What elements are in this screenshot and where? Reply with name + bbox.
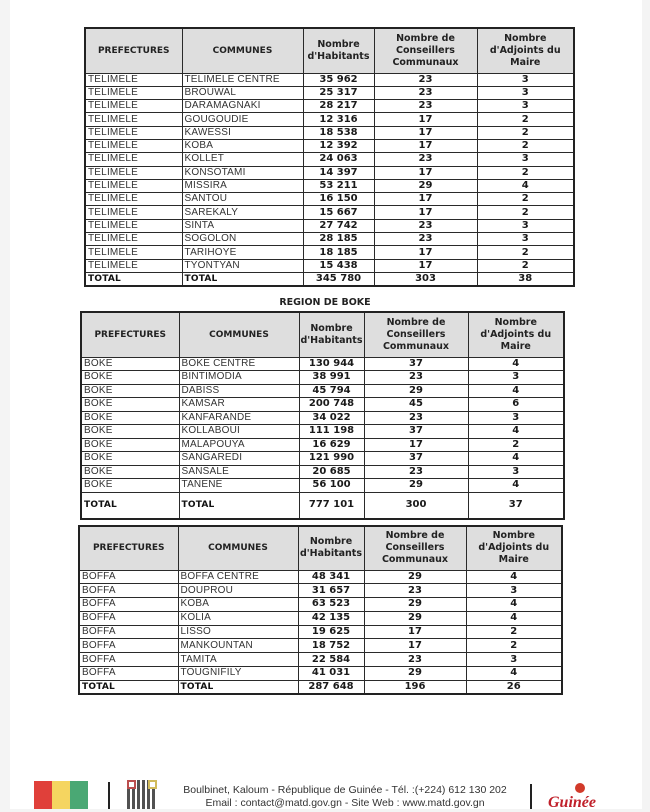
conseillers-cell: 37 [364, 452, 468, 466]
header-habitants: Nombre d'Habitants [303, 28, 374, 73]
prefecture-cell: TOTAL [79, 680, 178, 694]
table-row [81, 357, 564, 371]
commune-cell: MISSIRA [182, 179, 303, 192]
habitants-cell: 200 748 [299, 398, 364, 412]
habitants-cell: 28 217 [303, 100, 374, 113]
prefecture-cell: BOKE [81, 438, 179, 452]
prefecture-cell: TELIMELE [85, 219, 182, 232]
conseillers-cell: 23 [374, 73, 477, 86]
table-row [81, 398, 564, 412]
table-row [85, 126, 574, 139]
habitants-cell: 15 438 [303, 259, 374, 272]
header-prefectures: PREFECTURES [79, 526, 178, 570]
prefecture-cell: TELIMELE [85, 73, 182, 86]
prefecture-cell: TELIMELE [85, 206, 182, 219]
footer-divider [530, 784, 532, 809]
commune-cell: LISSO [178, 625, 298, 639]
conseillers-cell: 29 [364, 570, 466, 584]
habitants-cell: 28 185 [303, 233, 374, 246]
table-row [79, 611, 562, 625]
conseillers-cell: 23 [374, 233, 477, 246]
habitants-cell: 48 341 [298, 570, 364, 584]
adjoints-cell: 6 [468, 398, 564, 412]
commune-cell: KONSOTAMI [182, 166, 303, 179]
habitants-cell: 12 392 [303, 139, 374, 152]
habitants-cell: 34 022 [299, 411, 364, 425]
habitants-cell: 121 990 [299, 452, 364, 466]
commune-cell: KOLIA [178, 611, 298, 625]
prefecture-cell: TELIMELE [85, 113, 182, 126]
habitants-cell: 27 742 [303, 219, 374, 232]
adjoints-cell: 3 [466, 653, 562, 667]
prefecture-cell: BOFFA [79, 584, 178, 598]
commune-cell: KANFARANDE [179, 411, 299, 425]
adjoints-cell: 2 [477, 246, 574, 259]
conseillers-cell: 23 [364, 371, 468, 385]
prefecture-cell: BOKE [81, 411, 179, 425]
adjoints-cell: 2 [477, 113, 574, 126]
table-row [85, 179, 574, 192]
adjoints-cell: 2 [466, 625, 562, 639]
region-title-boke: REGION DE BOKE [279, 297, 371, 308]
adjoints-cell: 2 [477, 126, 574, 139]
table-row [79, 667, 562, 681]
flag-red-band [34, 781, 52, 809]
prefecture-cell: BOFFA [79, 570, 178, 584]
habitants-cell: 38 991 [299, 371, 364, 385]
prefecture-cell: TELIMELE [85, 166, 182, 179]
qr-code-icon [127, 780, 157, 809]
conseillers-cell: 17 [374, 166, 477, 179]
footer-email-website: Email : contact@matd.gov.gn - Site Web : www.matd.gov.gn [205, 797, 485, 809]
habitants-cell: 19 625 [298, 625, 364, 639]
header-prefectures: PREFECTURES [81, 312, 179, 357]
prefecture-cell: BOFFA [79, 611, 178, 625]
total-row [81, 492, 564, 519]
prefecture-cell: BOKE [81, 398, 179, 412]
conseillers-cell: 23 [364, 584, 466, 598]
adjoints-cell: 4 [477, 179, 574, 192]
header-prefectures: PREFECTURES [85, 28, 182, 73]
habitants-cell: 20 685 [299, 465, 364, 479]
adjoints-cell: 4 [466, 611, 562, 625]
commune-cell: BOKE CENTRE [179, 357, 299, 371]
conseillers-cell: 17 [374, 139, 477, 152]
footer-contact [170, 784, 520, 810]
commune-cell: KOLLABOUI [179, 425, 299, 439]
adjoints-cell: 4 [468, 479, 564, 493]
header-conseillers: Nombre de Conseillers Communaux [364, 526, 466, 570]
total-row [79, 680, 562, 694]
commune-cell: KOBA [178, 598, 298, 612]
adjoints-cell: 3 [468, 371, 564, 385]
commune-cell: SOGOLON [182, 233, 303, 246]
table-row [81, 425, 564, 439]
habitants-cell: 35 962 [303, 73, 374, 86]
commune-cell: TAMITA [178, 653, 298, 667]
flag-green-band [70, 781, 88, 809]
commune-cell: SANSALE [179, 465, 299, 479]
conseillers-cell: 29 [364, 611, 466, 625]
habitants-cell: 14 397 [303, 166, 374, 179]
prefecture-cell: TELIMELE [85, 86, 182, 99]
header-adjoints: Nombre d'Adjoints du Maire [477, 28, 574, 73]
habitants-cell: 53 211 [303, 179, 374, 192]
conseillers-cell: 303 [374, 272, 477, 286]
conseillers-cell: 17 [374, 246, 477, 259]
table-row [85, 219, 574, 232]
adjoints-cell: 3 [466, 584, 562, 598]
habitants-cell: 16 150 [303, 193, 374, 206]
adjoints-cell: 37 [468, 492, 564, 519]
commune-cell: SAREKALY [182, 206, 303, 219]
habitants-cell: 63 523 [298, 598, 364, 612]
adjoints-cell: 2 [477, 206, 574, 219]
adjoints-cell: 2 [477, 193, 574, 206]
table-row [81, 411, 564, 425]
habitants-cell: 41 031 [298, 667, 364, 681]
habitants-cell: 15 667 [303, 206, 374, 219]
prefecture-cell: TELIMELE [85, 233, 182, 246]
boffa-table [78, 525, 563, 695]
header-conseillers: Nombre de Conseillers Communaux [364, 312, 468, 357]
adjoints-cell: 2 [466, 639, 562, 653]
habitants-cell: 12 316 [303, 113, 374, 126]
footer-divider [108, 782, 110, 809]
adjoints-cell: 3 [477, 86, 574, 99]
table-row [79, 625, 562, 639]
adjoints-cell: 2 [477, 259, 574, 272]
prefecture-cell: TELIMELE [85, 126, 182, 139]
adjoints-cell: 3 [477, 219, 574, 232]
commune-cell: DABISS [179, 384, 299, 398]
table-row [79, 653, 562, 667]
habitants-cell: 287 648 [298, 680, 364, 694]
commune-cell: MANKOUNTAN [178, 639, 298, 653]
table-row [85, 166, 574, 179]
conseillers-cell: 23 [364, 411, 468, 425]
header-adjoints: Nombre d'Adjoints du Maire [466, 526, 562, 570]
commune-cell: SANGAREDI [179, 452, 299, 466]
adjoints-cell: 4 [466, 570, 562, 584]
adjoints-cell: 26 [466, 680, 562, 694]
table-row [79, 598, 562, 612]
prefecture-cell: TELIMELE [85, 259, 182, 272]
adjoints-cell: 4 [468, 357, 564, 371]
flag-yellow-band [52, 781, 70, 809]
conseillers-cell: 29 [364, 598, 466, 612]
table-row [79, 639, 562, 653]
prefecture-cell: BOKE [81, 357, 179, 371]
conseillers-cell: 300 [364, 492, 468, 519]
commune-cell: TOTAL [178, 680, 298, 694]
conseillers-cell: 23 [374, 86, 477, 99]
commune-cell: KAMSAR [179, 398, 299, 412]
table-row [85, 206, 574, 219]
adjoints-cell: 2 [477, 166, 574, 179]
habitants-cell: 130 944 [299, 357, 364, 371]
conseillers-cell: 45 [364, 398, 468, 412]
table-header-row [79, 526, 562, 570]
table-row [79, 584, 562, 598]
commune-cell: SANTOU [182, 193, 303, 206]
prefecture-cell: BOFFA [79, 639, 178, 653]
commune-cell: TYONTYAN [182, 259, 303, 272]
conseillers-cell: 29 [364, 384, 468, 398]
habitants-cell: 56 100 [299, 479, 364, 493]
adjoints-cell: 4 [466, 667, 562, 681]
telimele-table [84, 27, 575, 287]
conseillers-cell: 29 [374, 179, 477, 192]
conseillers-cell: 23 [374, 153, 477, 166]
conseillers-cell: 17 [364, 639, 466, 653]
commune-cell: DARAMAGNAKI [182, 100, 303, 113]
conseillers-cell: 37 [364, 357, 468, 371]
commune-cell: KOBA [182, 139, 303, 152]
prefecture-cell: BOFFA [79, 653, 178, 667]
table-row [85, 233, 574, 246]
commune-cell: GOUGOUDIE [182, 113, 303, 126]
table-row [85, 73, 574, 86]
total-row [85, 272, 574, 286]
table-row [85, 139, 574, 152]
commune-cell: TELIMELE CENTRE [182, 73, 303, 86]
conseillers-cell: 17 [374, 259, 477, 272]
adjoints-cell: 3 [477, 100, 574, 113]
guinea-flag-icon [34, 781, 88, 809]
conseillers-cell: 23 [364, 465, 468, 479]
commune-cell: BROUWAL [182, 86, 303, 99]
habitants-cell: 18 185 [303, 246, 374, 259]
habitants-cell: 18 752 [298, 639, 364, 653]
conseillers-cell: 29 [364, 667, 466, 681]
header-conseillers: Nombre de Conseillers Communaux [374, 28, 477, 73]
header-communes: COMMUNES [182, 28, 303, 73]
adjoints-cell: 38 [477, 272, 574, 286]
habitants-cell: 777 101 [299, 492, 364, 519]
conseillers-cell: 17 [374, 126, 477, 139]
conseillers-cell: 17 [374, 113, 477, 126]
table-row [81, 371, 564, 385]
table-row [85, 259, 574, 272]
habitants-cell: 345 780 [303, 272, 374, 286]
conseillers-cell: 17 [374, 193, 477, 206]
commune-cell: BINTIMODIA [179, 371, 299, 385]
commune-cell: SINTA [182, 219, 303, 232]
commune-cell: BOFFA CENTRE [178, 570, 298, 584]
prefecture-cell: BOFFA [79, 598, 178, 612]
adjoints-cell: 4 [468, 425, 564, 439]
prefecture-cell: TOTAL [85, 272, 182, 286]
prefecture-cell: BOFFA [79, 667, 178, 681]
prefecture-cell: TELIMELE [85, 153, 182, 166]
table-row [81, 452, 564, 466]
prefecture-cell: BOKE [81, 465, 179, 479]
conseillers-cell: 17 [364, 625, 466, 639]
table-row [85, 246, 574, 259]
commune-cell: KAWESSI [182, 126, 303, 139]
header-habitants: Nombre d'Habitants [299, 312, 364, 357]
prefecture-cell: BOFFA [79, 625, 178, 639]
habitants-cell: 45 794 [299, 384, 364, 398]
table-row [85, 86, 574, 99]
adjoints-cell: 3 [468, 411, 564, 425]
adjoints-cell: 3 [468, 465, 564, 479]
commune-cell: TOTAL [182, 272, 303, 286]
table-row [85, 113, 574, 126]
prefecture-cell: TOTAL [81, 492, 179, 519]
adjoints-cell: 3 [477, 153, 574, 166]
conseillers-cell: 17 [374, 206, 477, 219]
prefecture-cell: BOKE [81, 452, 179, 466]
conseillers-cell: 23 [374, 219, 477, 232]
prefecture-cell: BOKE [81, 425, 179, 439]
habitants-cell: 22 584 [298, 653, 364, 667]
prefecture-cell: TELIMELE [85, 193, 182, 206]
prefecture-cell: BOKE [81, 371, 179, 385]
habitants-cell: 111 198 [299, 425, 364, 439]
commune-cell: TOUGNIFILY [178, 667, 298, 681]
habitants-cell: 24 063 [303, 153, 374, 166]
table-row [81, 465, 564, 479]
prefecture-cell: TELIMELE [85, 246, 182, 259]
prefecture-cell: BOKE [81, 384, 179, 398]
page-footer [0, 770, 650, 809]
table-row [81, 479, 564, 493]
conseillers-cell: 196 [364, 680, 466, 694]
brand-wordmark: Guinée [548, 794, 596, 811]
adjoints-cell: 3 [477, 233, 574, 246]
commune-cell: MALAPOUYA [179, 438, 299, 452]
prefecture-cell: TELIMELE [85, 179, 182, 192]
adjoints-cell: 4 [468, 384, 564, 398]
commune-cell: TOTAL [179, 492, 299, 519]
prefecture-cell: TELIMELE [85, 139, 182, 152]
boke-table [80, 311, 565, 520]
adjoints-cell: 4 [466, 598, 562, 612]
table-row [85, 193, 574, 206]
table-header-row [81, 312, 564, 357]
table-row [79, 570, 562, 584]
header-adjoints: Nombre d'Adjoints du Maire [468, 312, 564, 357]
header-habitants: Nombre d'Habitants [298, 526, 364, 570]
adjoints-cell: 2 [468, 438, 564, 452]
commune-cell: DOUPROU [178, 584, 298, 598]
table-row [85, 153, 574, 166]
habitants-cell: 18 538 [303, 126, 374, 139]
adjoints-cell: 3 [477, 73, 574, 86]
adjoints-cell: 2 [477, 139, 574, 152]
adjoints-cell: 4 [468, 452, 564, 466]
conseillers-cell: 37 [364, 425, 468, 439]
table-row [81, 438, 564, 452]
header-communes: COMMUNES [178, 526, 298, 570]
prefecture-cell: TELIMELE [85, 100, 182, 113]
conseillers-cell: 23 [364, 653, 466, 667]
conseillers-cell: 23 [374, 100, 477, 113]
habitants-cell: 42 135 [298, 611, 364, 625]
brand-logo-icon [575, 783, 585, 793]
conseillers-cell: 29 [364, 479, 468, 493]
commune-cell: TANENE [179, 479, 299, 493]
commune-cell: KOLLET [182, 153, 303, 166]
prefecture-cell: BOKE [81, 479, 179, 493]
footer-address: Boulbinet, Kaloum - République de Guinée - Tél. :(+224) 612 130 202 [183, 784, 507, 796]
header-communes: COMMUNES [179, 312, 299, 357]
conseillers-cell: 17 [364, 438, 468, 452]
habitants-cell: 25 317 [303, 86, 374, 99]
commune-cell: TARIHOYE [182, 246, 303, 259]
table-row [85, 100, 574, 113]
table-row [81, 384, 564, 398]
habitants-cell: 31 657 [298, 584, 364, 598]
habitants-cell: 16 629 [299, 438, 364, 452]
table-header-row [85, 28, 574, 73]
